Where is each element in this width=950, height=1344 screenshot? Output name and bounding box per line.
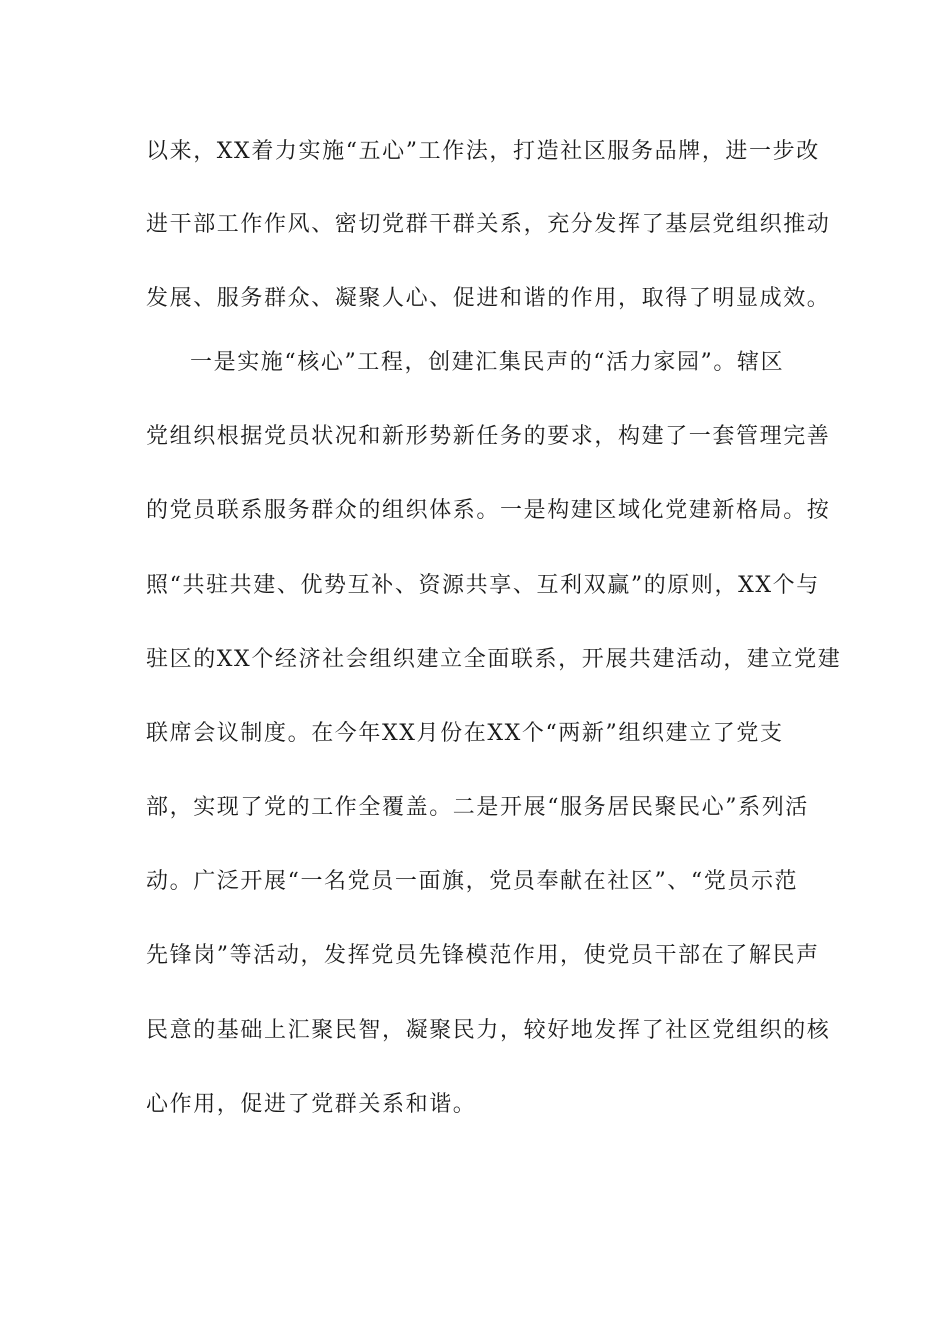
paragraph-1-line-1: 以来，XX着力实施“五心”工作法，打造社区服务品牌，进一步改 bbox=[146, 139, 820, 164]
paragraph-2-line-10: 民意的基础上汇聚民智，凝聚民力，较好地发挥了社区党组织的核 bbox=[146, 1018, 831, 1043]
paragraph-2-line-4: 照“共驻共建、优势互补、资源共享、互利双赢”的原则，XX个与 bbox=[146, 573, 820, 598]
paragraph-1-line-2: 进干部工作作风、密切党群干群关系，充分发挥了基层党组织推动 bbox=[146, 212, 831, 237]
paragraph-2-line-9: 先锋岗”等活动，发挥党员先锋模范作用，使党员干部在了解民声 bbox=[146, 943, 820, 968]
paragraph-2-line-3: 的党员联系服务群众的组织体系。一是构建区域化党建新格局。按 bbox=[146, 498, 831, 523]
paragraph-2-line-5: 驻区的XX个经济社会组织建立全面联系，开展共建活动，建立党建 bbox=[146, 647, 842, 672]
paragraph-2-line-11: 心作用，促进了党群关系和谐。 bbox=[146, 1092, 477, 1117]
paragraph-2-line-8: 动。广泛开展“一名党员一面旗，党员奉献在社区”、“党员示范 bbox=[146, 869, 799, 894]
paragraph-2-line-1: 一是实施“核心”工程，创建汇集民声的“活力家园”。辖区 bbox=[190, 350, 785, 375]
paragraph-2-line-6: 联席会议制度。在今年XX月份在XX个“两新”组织建立了党支 bbox=[146, 721, 784, 746]
paragraph-1-line-3: 发展、服务群众、凝聚人心、促进和谐的作用，取得了明显成效。 bbox=[146, 286, 831, 311]
paragraph-2-line-2: 党组织根据党员状况和新形势新任务的要求，构建了一套管理完善 bbox=[146, 424, 831, 449]
paragraph-2-line-7: 部，实现了党的工作全覆盖。二是开展“服务居民聚民心”系列活 bbox=[146, 795, 809, 820]
